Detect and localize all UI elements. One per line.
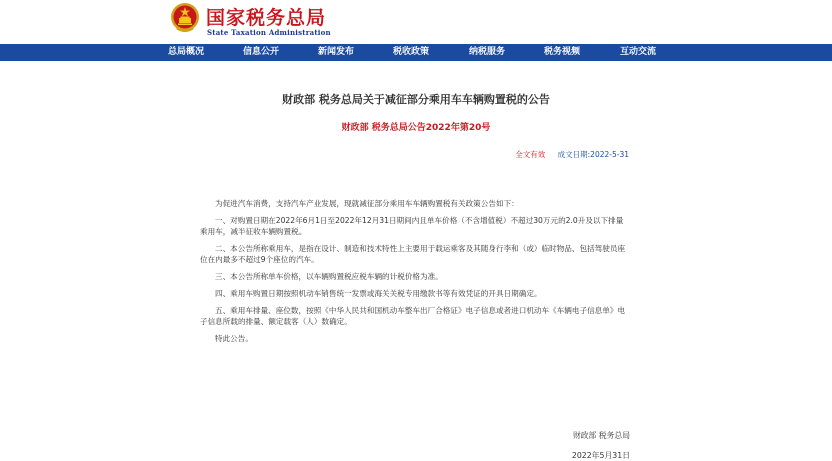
nav-item-tax-policy[interactable]: 税收政策 <box>393 47 430 57</box>
paragraph-item-2: 二、本公告所称乘用车，是指在设计、制造和技术特性上主要用于载运乘客及其随身行李和（或）临时物品、包括驾驶员座位在内最多不超过9个座位的汽车。 <box>200 243 626 265</box>
nav-item-interaction[interactable]: 互动交流 <box>620 47 657 57</box>
paragraph-item-5: 五、乘用车排量、座位数，按照《中华人民共和国机动车整车出厂合格证》电子信息或者进口机动车《车辆电子信息单》电子信息所载的排量、额定载客（人）数确定。 <box>200 305 626 327</box>
nav-item-taxpayer-service[interactable]: 纳税服务 <box>469 47 506 57</box>
issue-date: 成文日期:2022-5-31 <box>557 150 629 159</box>
paragraph-item-4: 四、乘用车购置日期按照机动车销售统一发票或海关关税专用缴款书等有效凭证的开具日期确定。 <box>215 288 542 298</box>
article-title: 财政部 税务总局关于减征部分乘用车车辆购置税的公告 <box>282 93 550 106</box>
article-body <box>200 198 630 350</box>
paragraph-item-3: 三、本公告所称单车价格，以车辆购置税应税车辆的计税价格为准。 <box>215 272 443 282</box>
site-title[interactable]: 国家税务总局 <box>206 7 327 29</box>
article-meta <box>515 149 629 160</box>
nav-item-info-disclosure[interactable]: 信息公开 <box>243 47 280 57</box>
national-emblem-icon[interactable] <box>170 2 200 34</box>
paragraph-intro: 为促进汽车消费，支持汽车产业发展，现就减征部分乘用车车辆购置税有关政策公告如下： <box>215 199 519 208</box>
nav-item-news-release[interactable]: 新闻发布 <box>318 47 355 57</box>
nav-item-tax-video[interactable]: 税务视频 <box>544 47 581 57</box>
nav-item-overview[interactable]: 总局概况 <box>168 47 205 57</box>
signature-issuer: 财政部 税务总局 <box>572 431 630 440</box>
site-header <box>0 0 832 44</box>
document-number: 财政部 税务总局公告2022年第20号 <box>341 123 491 133</box>
paragraph-closing: 特此公告。 <box>215 333 253 343</box>
main-nav <box>0 44 832 61</box>
paragraph-item-1: 一、对购置日期在2022年6月1日至2022年12月31日期间内且单车价格（不含增值税）不超过30万元的2.0升及以下排量乘用车，减半征收车辆购置税。 <box>200 215 624 237</box>
site-subtitle: State Taxation Administration <box>207 28 331 37</box>
signature-date: 2022年5月31日 <box>571 451 630 460</box>
validity-status: 全文有效 <box>515 150 546 159</box>
